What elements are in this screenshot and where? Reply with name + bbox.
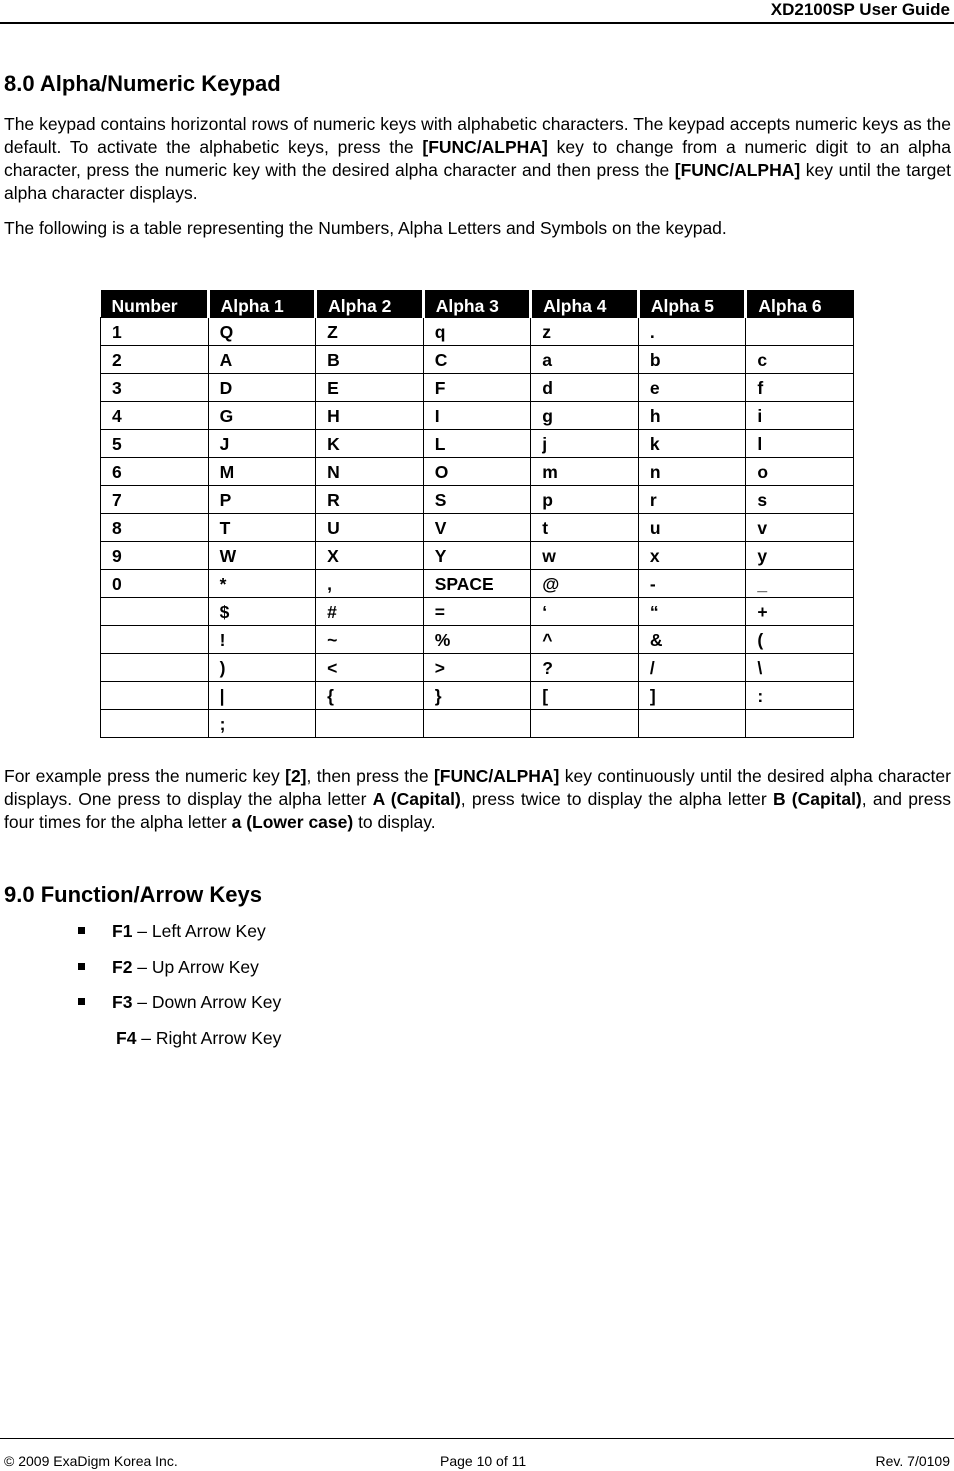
table-cell: 0 — [101, 570, 209, 598]
table-cell: N — [316, 458, 424, 486]
table-cell: q — [423, 318, 531, 346]
function-key-item — [74, 957, 281, 993]
table-cell: h — [638, 402, 746, 430]
table-cell: _ — [746, 570, 854, 598]
table-cell: X — [316, 542, 424, 570]
table-cell: - — [638, 570, 746, 598]
table-cell — [101, 654, 209, 682]
table-row — [101, 626, 854, 654]
table-row — [101, 682, 854, 710]
table-cell — [746, 710, 854, 738]
table-cell: I — [423, 402, 531, 430]
table-cell: 9 — [101, 542, 209, 570]
bold-run: [2] — [285, 766, 307, 786]
table-cell: ‘ — [531, 598, 639, 626]
table-row — [101, 598, 854, 626]
table-cell: e — [638, 374, 746, 402]
table-cell: L — [423, 430, 531, 458]
table-row — [101, 710, 854, 738]
table-cell: ^ — [531, 626, 639, 654]
bold-run: B (Capital) — [772, 789, 862, 809]
table-cell: C — [423, 346, 531, 374]
intro-paragraph — [4, 113, 951, 205]
table-cell: # — [316, 598, 424, 626]
section-8-heading: 8.0 Alpha/Numeric Keypad — [4, 71, 281, 96]
table-cell: O — [423, 458, 531, 486]
table-cell: Z — [316, 318, 424, 346]
table-cell: k — [638, 430, 746, 458]
function-key-name: F2 — [112, 956, 133, 977]
function-key-item — [74, 921, 281, 957]
text-run: key to change from a numeric digit to an alpha character, press the numeric key with the desired alpha character and then press the — [4, 137, 951, 180]
revision: Rev. 7/0109 — [875, 1453, 950, 1469]
table-cell: F — [423, 374, 531, 402]
table-row — [101, 346, 854, 374]
example-paragraph — [4, 765, 951, 834]
page-footer — [0, 1438, 954, 1469]
column-header: Alpha 6 — [746, 290, 854, 318]
table-cell: = — [423, 598, 531, 626]
table-cell: “ — [638, 598, 746, 626]
table-cell: $ — [208, 598, 316, 626]
table-cell: 3 — [101, 374, 209, 402]
table-cell: > — [423, 654, 531, 682]
table-cell: c — [746, 346, 854, 374]
table-cell: | — [208, 682, 316, 710]
table-cell: 2 — [101, 346, 209, 374]
bold-run: [FUNC/ALPHA] — [433, 766, 560, 786]
table-cell: T — [208, 514, 316, 542]
table-cell: x — [638, 542, 746, 570]
text-run: , then press the — [306, 766, 434, 786]
text-run: For example press the numeric key — [4, 766, 286, 786]
table-cell: J — [208, 430, 316, 458]
table-cell — [101, 598, 209, 626]
function-key-description: – Right Arrow Key — [136, 1027, 282, 1048]
function-key-item — [74, 992, 281, 1028]
table-cell: A — [208, 346, 316, 374]
table-cell: * — [208, 570, 316, 598]
table-cell: ~ — [316, 626, 424, 654]
table-cell — [423, 710, 531, 738]
bold-run: A (Capital) — [372, 789, 461, 809]
table-cell: @ — [531, 570, 639, 598]
text-run: to display. — [353, 812, 436, 832]
table-cell: S — [423, 486, 531, 514]
table-cell: 7 — [101, 486, 209, 514]
table-cell: y — [746, 542, 854, 570]
table-cell: d — [531, 374, 639, 402]
table-cell: . — [638, 318, 746, 346]
function-key-list — [74, 921, 281, 1063]
table-cell: G — [208, 402, 316, 430]
table-header-row — [101, 290, 854, 318]
column-header: Alpha 3 — [423, 290, 531, 318]
table-cell: n — [638, 458, 746, 486]
section-9-heading: 9.0 Function/Arrow Keys — [4, 882, 262, 907]
table-cell: K — [316, 430, 424, 458]
table-row — [101, 458, 854, 486]
table-cell: ( — [746, 626, 854, 654]
table-cell: b — [638, 346, 746, 374]
table-row — [101, 542, 854, 570]
function-key-description: – Left Arrow Key — [132, 921, 266, 941]
table-cell: 4 — [101, 402, 209, 430]
table-cell: Q — [208, 318, 316, 346]
table-cell: f — [746, 374, 854, 402]
table-cell: j — [531, 430, 639, 458]
table-cell: \ — [746, 654, 854, 682]
text-run: , press twice to display the alpha letter — [460, 789, 773, 809]
table-cell: m — [531, 458, 639, 486]
table-cell: 8 — [101, 514, 209, 542]
page-number: Page 10 of 11 — [440, 1453, 527, 1469]
table-cell: , — [316, 570, 424, 598]
table-cell: W — [208, 542, 316, 570]
table-cell: 6 — [101, 458, 209, 486]
table-cell: SPACE — [423, 570, 531, 598]
table-cell: + — [746, 598, 854, 626]
table-cell — [746, 318, 854, 346]
table-cell: w — [531, 542, 639, 570]
table-cell: B — [316, 346, 424, 374]
table-cell: s — [746, 486, 854, 514]
table-row — [101, 654, 854, 682]
table-cell: : — [746, 682, 854, 710]
table-cell: { — [316, 682, 424, 710]
bold-run: [FUNC/ALPHA] — [674, 160, 801, 180]
table-cell: < — [316, 654, 424, 682]
square-bullet-icon — [78, 963, 85, 970]
table-cell: ; — [208, 710, 316, 738]
table-cell: [ — [531, 682, 639, 710]
table-cell: % — [423, 626, 531, 654]
function-key-name: F3 — [112, 992, 133, 1012]
function-key-name: F1 — [112, 921, 133, 941]
square-bullet-icon — [78, 927, 85, 934]
table-cell: 5 — [101, 430, 209, 458]
page-header — [0, 0, 954, 24]
table-cell: D — [208, 374, 316, 402]
column-header: Alpha 1 — [208, 290, 316, 318]
text-run: , and press four times for the alpha letter — [4, 789, 951, 832]
bold-run: [FUNC/ALPHA] — [422, 137, 548, 157]
table-cell — [101, 626, 209, 654]
function-key-description: – Down Arrow Key — [132, 992, 282, 1012]
table-cell: / — [638, 654, 746, 682]
table-cell: ) — [208, 654, 316, 682]
table-row — [101, 570, 854, 598]
table-cell: z — [531, 318, 639, 346]
bold-run: a (Lower case) — [231, 812, 354, 832]
table-cell — [638, 710, 746, 738]
table-cell: & — [638, 626, 746, 654]
table-body — [101, 318, 854, 738]
function-key-description: – Up Arrow Key — [132, 956, 259, 977]
keypad-table — [100, 290, 854, 738]
text-run: key until the target alpha character displays. — [4, 160, 951, 203]
table-cell — [101, 710, 209, 738]
table-cell: P — [208, 486, 316, 514]
column-header: Alpha 4 — [531, 290, 639, 318]
table-cell: ? — [531, 654, 639, 682]
table-cell: ! — [208, 626, 316, 654]
table-cell: v — [746, 514, 854, 542]
function-key-item — [74, 1028, 281, 1064]
table-cell: ] — [638, 682, 746, 710]
table-cell: Y — [423, 542, 531, 570]
table-cell: R — [316, 486, 424, 514]
table-cell: t — [531, 514, 639, 542]
column-header: Alpha 5 — [638, 290, 746, 318]
table-row — [101, 430, 854, 458]
table-cell: a — [531, 346, 639, 374]
text-run: key continuously until the desired alpha character displays. One press to display the alpha letter — [4, 766, 951, 809]
function-key-name: F4 — [116, 1027, 137, 1048]
copyright: © 2009 ExaDigm Korea Inc. — [4, 1453, 178, 1469]
column-header: Alpha 2 — [316, 290, 424, 318]
table-row — [101, 486, 854, 514]
table-cell: p — [531, 486, 639, 514]
table-cell: 1 — [101, 318, 209, 346]
table-cell: U — [316, 514, 424, 542]
table-row — [101, 402, 854, 430]
table-cell — [531, 710, 639, 738]
column-header: Number — [101, 290, 209, 318]
table-cell: l — [746, 430, 854, 458]
table-intro-paragraph: The following is a table representing the Numbers, Alpha Letters and Symbols on the keypad. — [4, 218, 727, 238]
table-cell: E — [316, 374, 424, 402]
table-cell: i — [746, 402, 854, 430]
table-cell: M — [208, 458, 316, 486]
table-row — [101, 318, 854, 346]
table-cell: V — [423, 514, 531, 542]
table-cell: g — [531, 402, 639, 430]
table-cell: o — [746, 458, 854, 486]
table-cell: r — [638, 486, 746, 514]
text-run: The keypad contains horizontal rows of numeric keys with alphabetic characters. The keypad accepts numeric keys as the default. To activate the alphabetic keys, press the — [4, 114, 951, 157]
table-row — [101, 374, 854, 402]
document-title: XD2100SP User Guide — [770, 0, 950, 19]
table-cell — [101, 682, 209, 710]
table-cell: u — [638, 514, 746, 542]
square-bullet-icon — [78, 998, 85, 1005]
table-cell — [316, 710, 424, 738]
table-cell: H — [316, 402, 424, 430]
table-cell: } — [423, 682, 531, 710]
table-row — [101, 514, 854, 542]
